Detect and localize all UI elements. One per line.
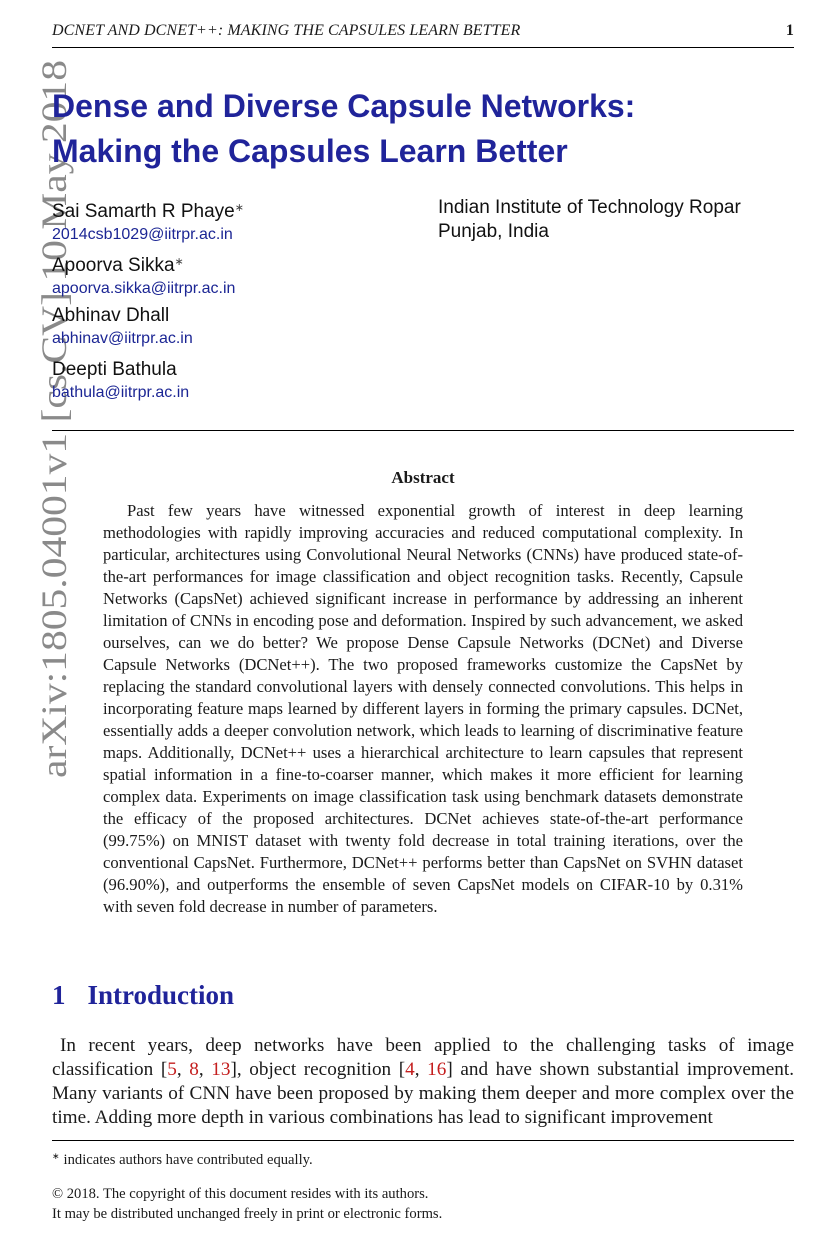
- distribution-line: It may be distributed unchanged freely in print or electronic forms.: [52, 1206, 443, 1222]
- author-list: [52, 196, 412, 412]
- citation-link[interactable]: 13: [211, 1059, 231, 1080]
- paper-title: [52, 84, 794, 174]
- section-heading-introduction: [52, 980, 234, 1011]
- section-number: 1: [52, 980, 66, 1010]
- paper-title-line-1: Dense and Diverse Capsule Networks:: [52, 88, 636, 124]
- author-entry: [52, 358, 412, 412]
- introduction-paragraph: In recent years, deep networks have been applied to the challenging tasks of image classification [5, 8, 13], object recognition [4, 16] and have shown substantial improvement. Many variants of CNN have been proposed by making them deeper and more complex over the time. Adding more depth in various combinations has lead to significant improvement: [52, 1035, 795, 1128]
- abstract-paragraph: Past few years have witnessed exponential growth of interest in deep learning methodologies with rapidly improving accuracies and reduced computational complexity. In particular, architectures using Convolutional Neural Networks (CNNs) have produced state-of-the-art performances for image classification and object recognition tasks. Recently, Capsule Networks (CapsNet) achieved significant increase in performance by addressing an inherent limitation of CNNs in encoding pose and deformation. Inspired by such advancement, we asked ourselves, can we do better? We propose Dense Capsule Networks (DCNet) and Diverse Capsule Networks (DCNet++). The two proposed frameworks customize the CapsNet by replacing the standard convolutional layers with densely connected convolutions. This helps in incorporating feature maps learned by different layers in forming the primary capsules. DCNet, essentially adds a deeper convolution network, which leads to learning of discriminative feature maps. Additionally, DCNet++ uses a hierarchical architecture to learn capsules that represent spatial information in a fine-to-coarser manner, which makes it more efficient for learning complex data. Experiments on image classification task using benchmark datasets demonstrate the efficacy of the proposed architectures. DCNet achieves state-of-the-art performance (99.75%) on MNIST dataset with twenty fold decrease in total training iterations, over the conventional CapsNet. Furthermore, DCNet++ performs better than CapsNet on SVHN dataset (96.90%), and outperforms the ensemble of seven CapsNet models on CIFAR-10 by 0.31% with seven fold decrease in number of parameters.: [103, 501, 743, 916]
- introduction-body: [52, 1034, 794, 1130]
- author-email-link[interactable]: apoorva.sikka@iitrpr.ac.in: [52, 280, 236, 297]
- citation-link[interactable]: 16: [427, 1059, 447, 1080]
- citation-link[interactable]: 4: [405, 1059, 415, 1080]
- title-block-rule: [52, 430, 794, 431]
- author-name: Sai Samarth R Phaye: [52, 201, 235, 222]
- author-entry: [52, 250, 412, 304]
- equal-contribution-mark: ∗: [234, 202, 244, 214]
- footnote: [52, 1146, 313, 1170]
- affiliation: [438, 196, 741, 244]
- equal-contribution-mark: ∗: [174, 256, 184, 268]
- citation-link[interactable]: 8: [189, 1059, 199, 1080]
- author-name: Deepti Bathula: [52, 359, 177, 380]
- header-rule: [52, 47, 794, 48]
- author-entry: [52, 304, 412, 358]
- abstract-body: [103, 500, 743, 918]
- running-head-title: DCNET AND DCNET++: MAKING THE CAPSULES LEARN BETTER: [52, 22, 521, 39]
- author-name: Abhinav Dhall: [52, 305, 170, 326]
- section-title: Introduction: [87, 980, 235, 1010]
- footnote-mark: ∗: [52, 1151, 60, 1161]
- author-name: Apoorva Sikka: [52, 255, 175, 276]
- copyright-line: © 2018. The copyright of this document resides with its authors.: [52, 1186, 429, 1202]
- affiliation-institution: Indian Institute of Technology Ropar: [438, 197, 741, 218]
- page-number: 1: [785, 22, 794, 39]
- running-head: [52, 22, 794, 42]
- author-email-link[interactable]: abhinav@iitrpr.ac.in: [52, 330, 193, 347]
- arxiv-stamp-text: arXiv:1805.04001v1 [cs.CV] 10 May 2018: [34, 156, 74, 778]
- abstract-heading: Abstract: [391, 468, 455, 487]
- footnote-text: indicates authors have contributed equally.: [63, 1152, 313, 1168]
- author-email-link[interactable]: bathula@iitrpr.ac.in: [52, 384, 190, 401]
- paper-title-line-2: Making the Capsules Learn Better: [52, 133, 568, 169]
- affiliation-location: Punjab, India: [438, 221, 549, 242]
- author-email-link[interactable]: 2014csb1029@iitrpr.ac.in: [52, 226, 233, 243]
- copyright-notice: [52, 1184, 442, 1224]
- footnote-rule: [52, 1140, 794, 1141]
- author-entry: [52, 196, 412, 250]
- citation-link[interactable]: 5: [167, 1059, 177, 1080]
